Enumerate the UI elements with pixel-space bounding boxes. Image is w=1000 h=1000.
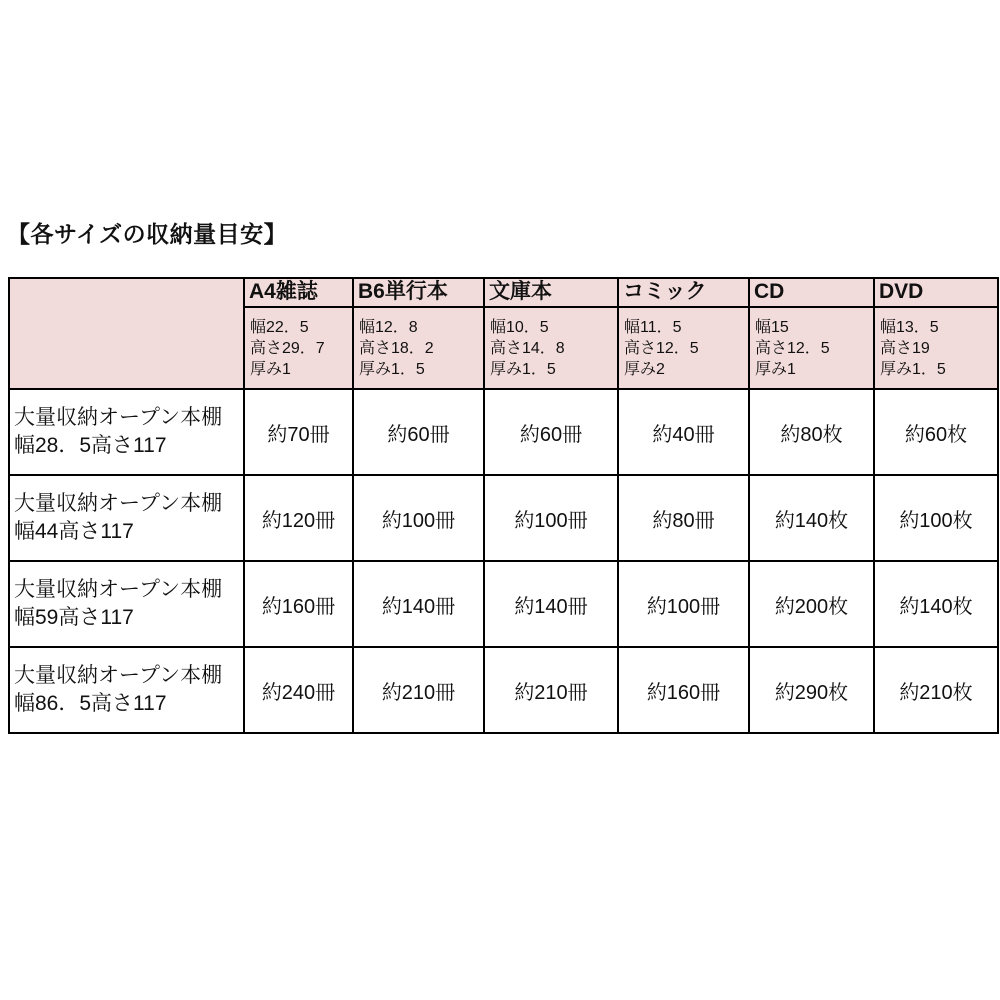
dim-thickness: 厚み1．5 — [880, 361, 946, 378]
shelf-size: 幅59高さ117 — [14, 606, 134, 629]
capacity-cell: 約240冊 — [244, 647, 353, 733]
column-dims-bunko — [484, 307, 618, 389]
column-dims-cd — [749, 307, 874, 389]
shelf-name: 大量収納オープン本棚 — [14, 578, 223, 601]
row-label — [9, 475, 244, 561]
capacity-cell: 約140冊 — [484, 561, 618, 647]
capacity-cell: 約160冊 — [618, 647, 749, 733]
capacity-cell: 約200枚 — [749, 561, 874, 647]
dim-width: 幅22．5 — [250, 319, 309, 336]
shelf-size: 幅28．5高さ117 — [14, 434, 167, 457]
column-dims-a4-magazine — [244, 307, 353, 389]
capacity-cell: 約140枚 — [749, 475, 874, 561]
capacity-cell: 約290枚 — [749, 647, 874, 733]
capacity-cell: 約140枚 — [874, 561, 998, 647]
capacity-cell: 約100冊 — [618, 561, 749, 647]
capacity-cell: 約40冊 — [618, 389, 749, 475]
shelf-row-w865 — [9, 647, 998, 733]
dim-height: 高さ29．7 — [250, 340, 325, 357]
table-corner-cell — [9, 278, 244, 389]
capacity-cell: 約210冊 — [484, 647, 618, 733]
dim-width: 幅13．5 — [880, 319, 939, 336]
capacity-cell: 約140冊 — [353, 561, 484, 647]
dim-width: 幅11．5 — [624, 319, 682, 336]
row-label — [9, 561, 244, 647]
capacity-cell: 約70冊 — [244, 389, 353, 475]
dim-height: 高さ12．5 — [755, 340, 830, 357]
column-header-cd: CD — [749, 278, 874, 307]
shelf-row-w44 — [9, 475, 998, 561]
row-label — [9, 647, 244, 733]
capacity-cell: 約120冊 — [244, 475, 353, 561]
shelf-row-w59 — [9, 561, 998, 647]
capacity-cell: 約100冊 — [353, 475, 484, 561]
dim-width: 幅10．5 — [490, 319, 549, 336]
dim-height: 高さ19 — [880, 340, 930, 357]
dim-height: 高さ18．2 — [359, 340, 434, 357]
dim-thickness: 厚み1．5 — [359, 361, 425, 378]
shelf-name: 大量収納オープン本棚 — [14, 406, 223, 429]
dim-height: 高さ14．8 — [490, 340, 565, 357]
column-header-bunko: 文庫本 — [484, 278, 618, 307]
column-header-a4-magazine: A4雑誌 — [244, 278, 353, 307]
capacity-cell: 約60冊 — [353, 389, 484, 475]
shelf-row-w285 — [9, 389, 998, 475]
capacity-cell: 約160冊 — [244, 561, 353, 647]
dim-thickness: 厚み2 — [624, 361, 665, 378]
capacity-cell: 約210枚 — [874, 647, 998, 733]
shelf-size: 幅86．5高さ117 — [14, 692, 167, 715]
shelf-name: 大量収納オープン本棚 — [14, 664, 223, 687]
dim-width: 幅15 — [755, 319, 789, 336]
column-header-comic: コミック — [618, 278, 749, 307]
capacity-cell: 約100冊 — [484, 475, 618, 561]
dim-thickness: 厚み1 — [755, 361, 796, 378]
column-header-b6-book: B6単行本 — [353, 278, 484, 307]
capacity-cell: 約80枚 — [749, 389, 874, 475]
row-label — [9, 389, 244, 475]
dim-thickness: 厚み1 — [250, 361, 291, 378]
column-dims-dvd — [874, 307, 998, 389]
dim-height: 高さ12．5 — [624, 340, 699, 357]
shelf-name: 大量収納オープン本棚 — [14, 492, 223, 515]
header-name-row — [9, 278, 998, 307]
capacity-cell: 約100枚 — [874, 475, 998, 561]
capacity-cell: 約60冊 — [484, 389, 618, 475]
storage-capacity-table — [8, 277, 999, 734]
dim-thickness: 厚み1．5 — [490, 361, 556, 378]
capacity-cell: 約210冊 — [353, 647, 484, 733]
column-header-dvd: DVD — [874, 278, 998, 307]
shelf-size: 幅44高さ117 — [14, 520, 134, 543]
dim-width: 幅12．8 — [359, 319, 418, 336]
capacity-cell: 約60枚 — [874, 389, 998, 475]
column-dims-comic — [618, 307, 749, 389]
page-title: 【各サイズの収納量目安】 — [7, 221, 288, 247]
capacity-cell: 約80冊 — [618, 475, 749, 561]
column-dims-b6-book — [353, 307, 484, 389]
